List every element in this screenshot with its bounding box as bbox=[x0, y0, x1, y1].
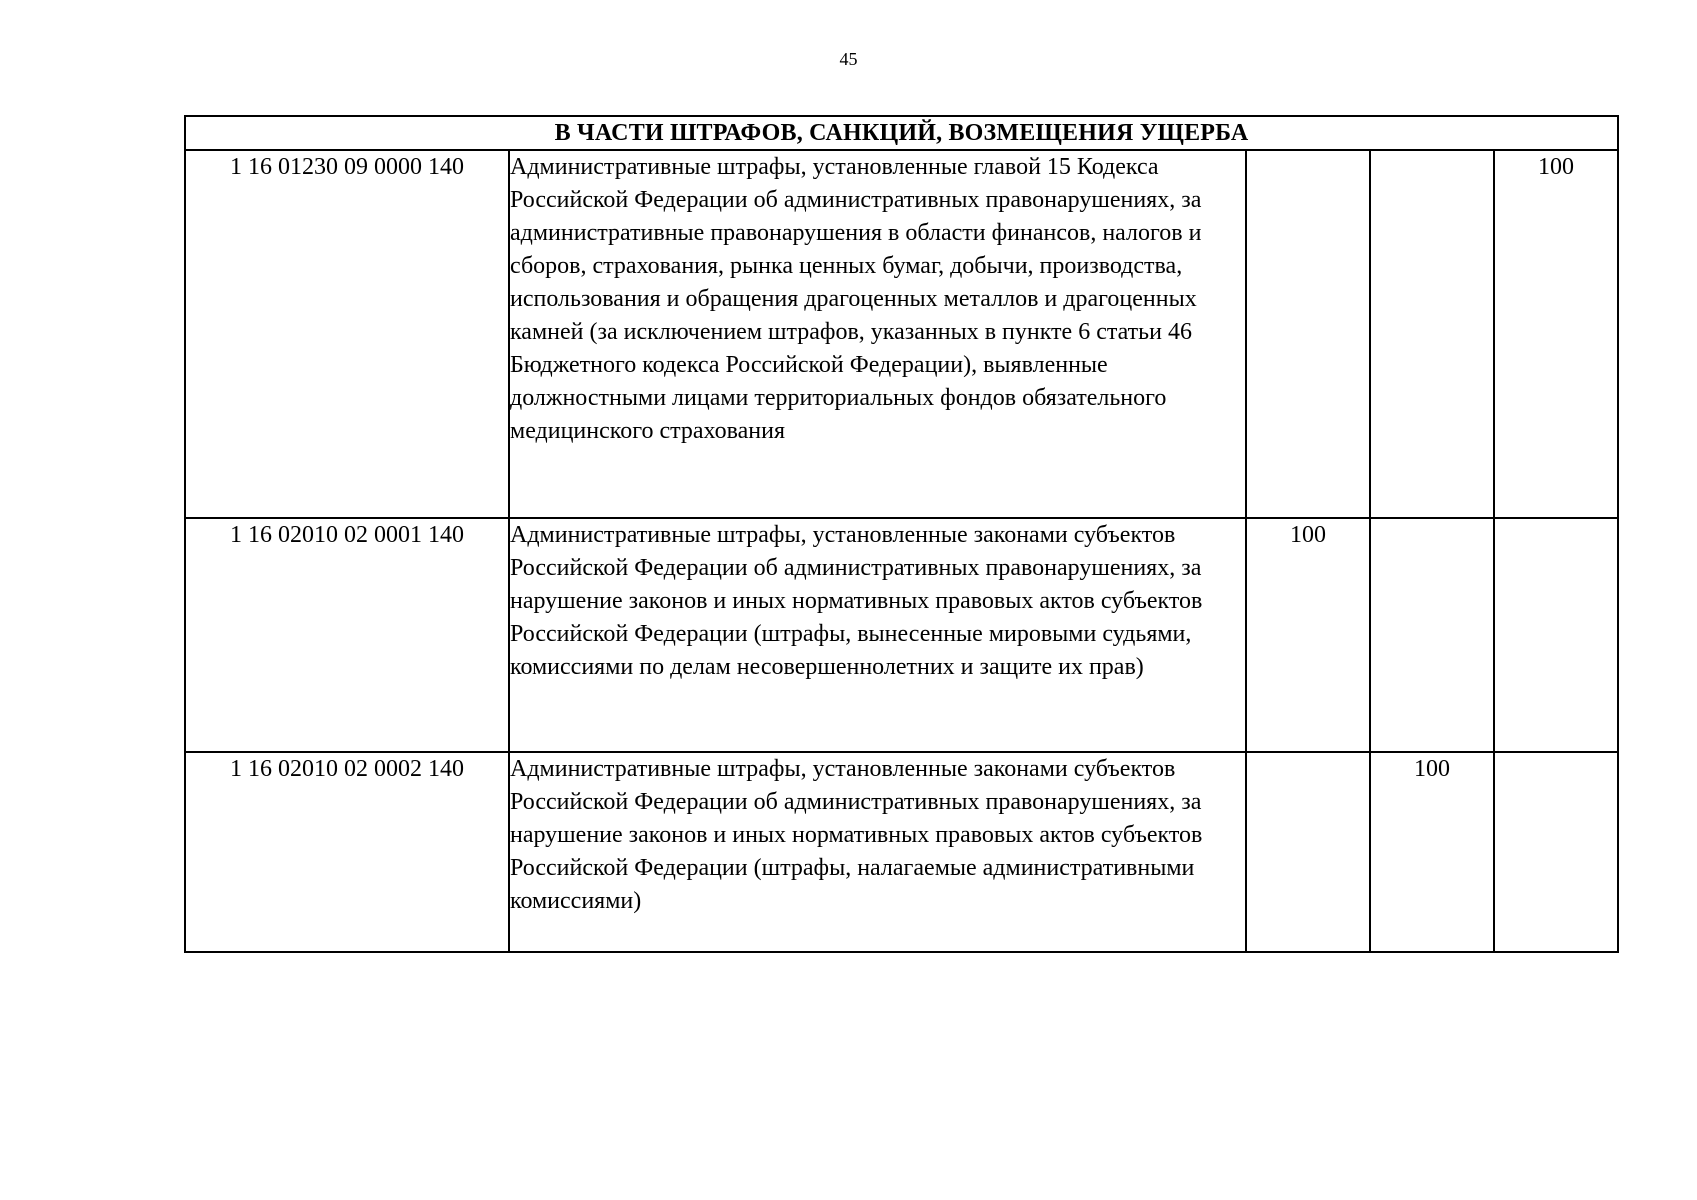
share-cell-col2: 100 bbox=[1370, 752, 1494, 952]
share-cell-col1 bbox=[1246, 752, 1370, 952]
table-row bbox=[185, 752, 1618, 952]
share-cell-col3: 100 bbox=[1494, 150, 1618, 518]
budget-code-cell: 1 16 01230 09 0000 140 bbox=[185, 150, 509, 518]
revenue-distribution-table bbox=[184, 115, 1619, 953]
description-cell: Административные штрафы, установленные главой 15 Кодекса Российской Федерации об административных правонарушениях, за административные правонарушения в области финансов, налогов и сборов, страхования, рынка ценных бумаг, добычи, производства, использования и обращения драгоценных металлов и драгоценных камней (за исключением штрафов, указанных в пункте 6 статьи 46 Бюджетного кодекса Российской Федерации), выявленные должностными лицами территориальных фондов обязательного медицинского страхования bbox=[509, 150, 1246, 518]
section-header: В ЧАСТИ ШТРАФОВ, САНКЦИЙ, ВОЗМЕЩЕНИЯ УЩЕРБА bbox=[185, 116, 1618, 150]
budget-code-cell: 1 16 02010 02 0001 140 bbox=[185, 518, 509, 752]
page-number: 45 bbox=[839, 49, 858, 69]
budget-code-cell: 1 16 02010 02 0002 140 bbox=[185, 752, 509, 952]
section-header-row bbox=[185, 116, 1618, 150]
share-cell-col2 bbox=[1370, 150, 1494, 518]
table-row bbox=[185, 518, 1618, 752]
share-cell-col2 bbox=[1370, 518, 1494, 752]
share-cell-col1 bbox=[1246, 150, 1370, 518]
share-cell-col3 bbox=[1494, 518, 1618, 752]
share-cell-col3 bbox=[1494, 752, 1618, 952]
table-row bbox=[185, 150, 1618, 518]
description-cell: Административные штрафы, установленные законами субъектов Российской Федерации об административных правонарушениях, за нарушение законов и иных нормативных правовых актов субъектов Российской Федерации (штрафы, налагаемые административными комиссиями) bbox=[509, 752, 1246, 952]
description-cell: Административные штрафы, установленные законами субъектов Российской Федерации об административных правонарушениях, за нарушение законов и иных нормативных правовых актов субъектов Российской Федерации (штрафы, вынесенные мировыми судьями, комиссиями по делам несовершеннолетних и защите их прав) bbox=[509, 518, 1246, 752]
share-cell-col1: 100 bbox=[1246, 518, 1370, 752]
